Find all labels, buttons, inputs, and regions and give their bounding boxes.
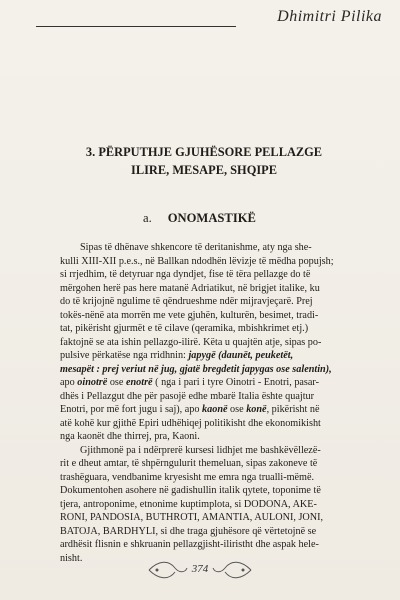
- term-kaone: kaonë: [202, 404, 228, 415]
- term-japyge: japygë: [188, 350, 216, 361]
- text-line: [60, 403, 374, 417]
- chapter-title-line-2: ILIRE, MESAPE, SHQIPE: [131, 163, 277, 177]
- term-daunet-peuketet: (daunët, peuketët,: [218, 350, 294, 361]
- section-title: ONOMASTIKË: [167, 211, 256, 225]
- text-run: pulsive përkatëse nga rridhnin:: [60, 350, 189, 361]
- text-run: apo: [60, 377, 78, 388]
- text-line: rit e dheut amtar, të shpërngulurit themeluan, sipas zakoneve të: [60, 458, 318, 469]
- text-line: tjera, antroponime, etnonime kuptimplota, si DODONA, AKE-: [60, 498, 317, 510]
- text-line: RONI, PANDOSIA, BUTHROTI, AMANTIA, AULONI, JONI,: [60, 512, 324, 523]
- text-run: Enotri, por më fort jugu i saj), apo: [60, 404, 203, 415]
- text-run: ( nga i pari i tyre Oinotri - Enotri, pasar-: [152, 377, 320, 388]
- section-number: a.: [143, 211, 152, 225]
- section-heading: [143, 211, 256, 226]
- header-rule: [36, 26, 236, 27]
- text-run: ose: [227, 404, 247, 415]
- term-kone: konë: [246, 404, 267, 415]
- text-line: nisht.: [60, 552, 83, 564]
- text-run: ose: [107, 377, 126, 388]
- text-line: faktojnë se ata ishin pellazgo-ilirë. Këta u quajtën atje, sipas po-: [60, 336, 322, 348]
- text-line: mërgohen herë pas here matanë Adriatikut, në brigjet italike, ku: [60, 282, 320, 294]
- text-line: atë kohë kur gjithë Epiri udhëhiqej politikisht dhe ekonomikisht: [60, 417, 321, 429]
- text-line: ardhësit flisnin e shkruanin pellazgjisht-iliristht dhe aspak hele-: [60, 539, 319, 550]
- text-line: nga kaonët dhe thirrej, pra, Kaoni.: [60, 431, 200, 442]
- text-line: BATOJA, BARDHYLI, si dhe traga gjuhësore që vërtetojnë se: [60, 525, 317, 537]
- text-line: [60, 363, 374, 377]
- text-line: [60, 376, 374, 390]
- text-line: do të krijojnë ngulime të qëndrueshme ndër mijravjeçarë. Prej: [60, 296, 313, 307]
- text-line: Gjithmonë pa i ndërprerë kursesi lidhjet me bashkëvëllezë-: [80, 444, 321, 456]
- text-line: Dokumentohen asohere në gadishullin italik qytete, toponime të: [60, 485, 321, 496]
- term-enotre: enotrë: [125, 377, 153, 388]
- running-header-author: Dhimitri Pilika: [277, 8, 382, 25]
- text-line: kulli XIII-XII p.e.s., në Ballkan ndodhën lëvizje të mëdha popujsh;: [60, 255, 334, 267]
- text-run: , pikërisht në: [266, 404, 320, 415]
- chapter-title: [40, 143, 368, 179]
- term-mesapet: mesapët : prej veriut në jug, gjatë bregdetit japygas ose salentin),: [60, 363, 332, 375]
- term-oinotre: oinotrë: [77, 377, 108, 388]
- text-line: trashëguara, vendbanime kryesisht me emra nga trualli-mëmë.: [60, 471, 315, 483]
- text-line: Sipas të dhënave shkencore të deritanishme, aty nga she-: [80, 242, 312, 253]
- text-line: [60, 349, 374, 363]
- body-text: [60, 241, 374, 565]
- page-number: 374: [191, 563, 209, 575]
- text-line: tokës-nënë ata morrën me vete gjuhën, kulturën, besimet, tradi-: [60, 309, 319, 321]
- chapter-title-line-1: 3. PËRPUTHJE GJUHËSORE PELLAZGE: [85, 145, 323, 159]
- text-line: tat, pikërisht gjurmët e të cilave (qeramika, mbishkrimet etj.): [60, 323, 309, 334]
- text-line: dhës i Pellazgut dhe për pasojë edhe mbarë Italia ështe quajtur: [60, 390, 315, 402]
- text-line: si rrjedhim, të detyruar nga dyndjet, fise të tëra pellazge do të: [60, 269, 311, 280]
